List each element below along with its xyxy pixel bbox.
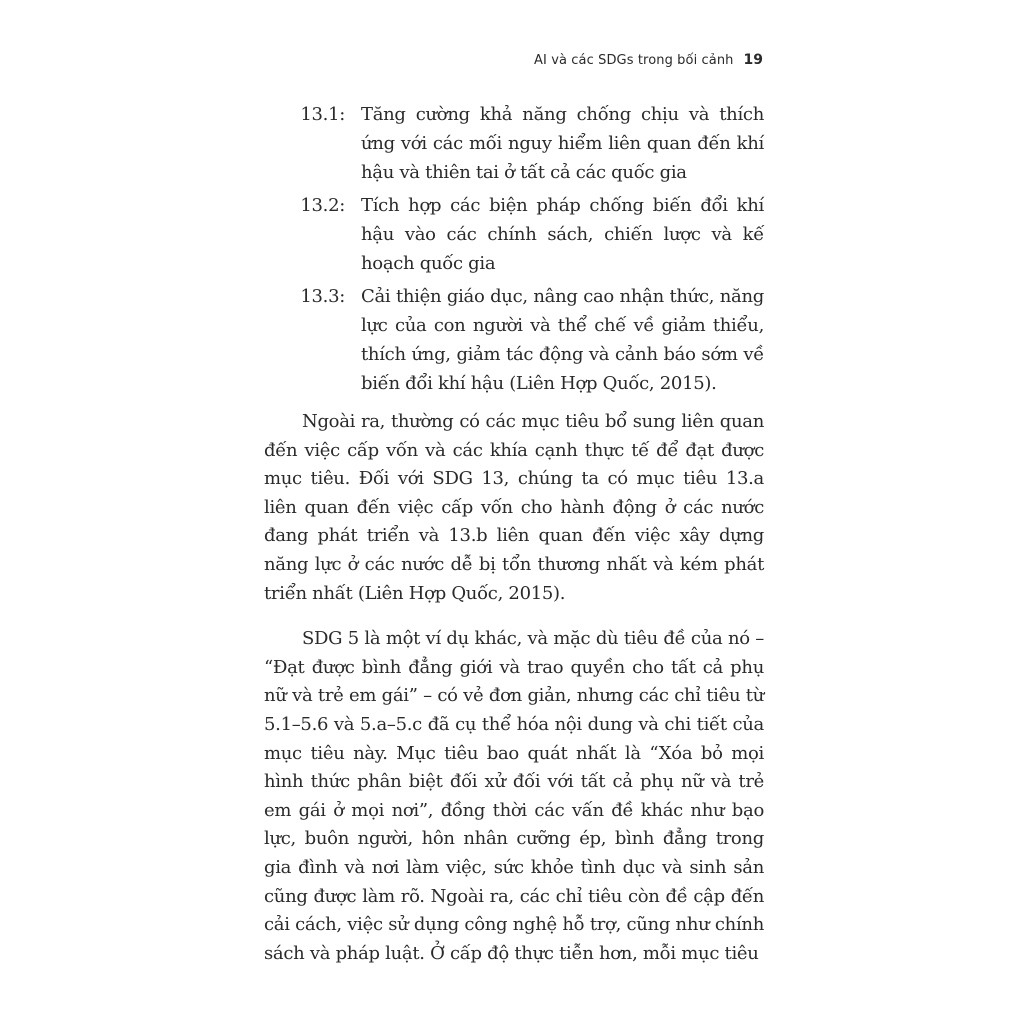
target-item — [264, 100, 764, 187]
running-header — [534, 52, 763, 68]
target-list — [264, 100, 764, 398]
target-number: 13.3: — [300, 286, 345, 307]
target-number: 13.2: — [300, 195, 345, 216]
page-number: 19 — [743, 52, 763, 68]
target-text: Cải thiện giáo dục, nâng cao nhận thức, năng lực của con người và thể chế về giảm thiểu, thích ứng, giảm tác động và cảnh báo sớm về biến đổi khí hậu (Liên Hợp Quốc, 2015). — [361, 286, 764, 394]
target-number: 13.1: — [300, 104, 345, 125]
body-paragraph: SDG 5 là một ví dụ khác, và mặc dù tiêu đề của nó – “Đạt được bình đẳng giới và trao quyền cho tất cả phụ nữ và trẻ em gái” – có vẻ đơn giản, nhưng các chỉ tiêu từ 5.1–5.6 và 5.a–5.c đã cụ thể hóa nội dung và chi tiết của mục tiêu này. Mục tiêu bao quát nhất là “Xóa bỏ mọi hình thức phân biệt đối xử đối với tất cả phụ nữ và trẻ em gái ở mọi nơi”, đồng thời các vấn đề khác như bạo lực, buôn người, hôn nhân cưỡng ép, bình đẳng trong gia đình và nơi làm việc, sức khỏe tình dục và sinh sản cũng được làm rõ. Ngoài ra, các chỉ tiêu còn đề cập đến cải cách, việc sử dụng công nghệ hỗ trợ, cũng như chính sách và pháp luật. Ở cấp độ thực tiễn hơn, mỗi mục tiêu — [264, 628, 764, 964]
body-paragraph: Ngoài ra, thường có các mục tiêu bổ sung liên quan đến việc cấp vốn và các khía cạnh thực tế để đạt được mục tiêu. Đối với SDG 13, chúng ta có mục tiêu 13.a liên quan đến việc cấp vốn cho hành động ở các nước đang phát triển và 13.b liên quan đến việc xây dựng năng lực ở các nước dễ bị tổn thương nhất và kém phát triển nhất (Liên Hợp Quốc, 2015). — [264, 411, 764, 604]
target-text: Tăng cường khả năng chống chịu và thích ứng với các mối nguy hiểm liên quan đến khí hậu và thiên tai ở tất cả các quốc gia — [361, 104, 764, 183]
running-title: AI và các SDGs trong bối cảnh — [534, 53, 734, 68]
target-item — [264, 191, 764, 278]
target-item — [264, 282, 764, 398]
target-text: Tích hợp các biện pháp chống biến đổi khí hậu vào các chính sách, chiến lược và kế hoạch quốc gia — [361, 195, 764, 274]
page-body — [264, 100, 764, 968]
